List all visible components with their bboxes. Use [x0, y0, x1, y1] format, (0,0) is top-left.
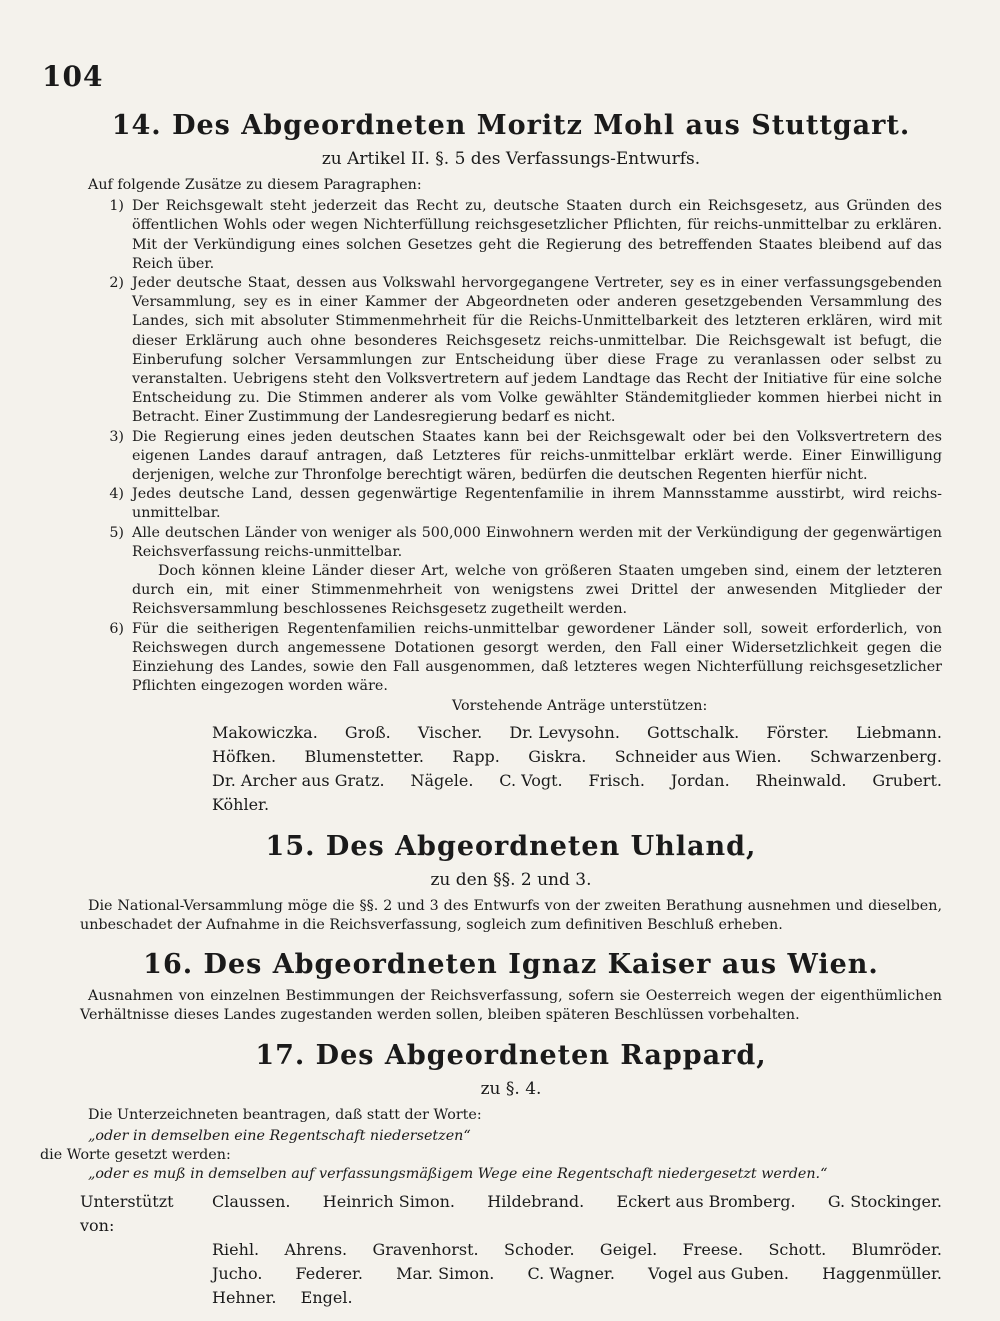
supporter-name: Mar. Simon.: [396, 1264, 495, 1284]
supporter-name: G. Stockinger.: [827, 1192, 942, 1212]
supporter-name: Rheinwald.: [755, 770, 847, 790]
supporter-name: Grubert.: [872, 770, 942, 790]
supporter-name: Federer.: [295, 1264, 364, 1284]
supporters-list: [80, 721, 942, 817]
section-14-intro: Auf folgende Zusätze zu diesem Paragraphen:: [88, 177, 422, 193]
supporters-line: [212, 721, 942, 745]
supporter-name: C. Vogt.: [499, 770, 563, 790]
item-number: 6): [109, 620, 124, 637]
supporter-name: Makowiczka.: [212, 722, 318, 742]
supporter-name: Gravenhorst.: [372, 1240, 479, 1260]
section-17-quote1: „oder in demselben eine Regentschaft niedersetzen“: [88, 1127, 471, 1144]
supporters-line: [212, 793, 942, 817]
section-17-line1: Die Unterzeichneten beantragen, daß statt der Worte:: [88, 1106, 482, 1123]
section-15-subtitle: zu den §§. 2 und 3.: [430, 869, 592, 890]
supporters-line: [212, 1286, 942, 1310]
list-item: [80, 485, 942, 523]
supporter-name: Heinrich Simon.: [322, 1192, 455, 1212]
item-number: 1): [109, 198, 124, 215]
supporter-name: Rapp.: [452, 746, 500, 766]
supporter-name: Geigel.: [599, 1240, 658, 1260]
supporter-name: Freese.: [682, 1240, 744, 1260]
supporters-line: [80, 1190, 942, 1238]
supporter-name: C. Wagner.: [527, 1264, 615, 1284]
supporters-line: [212, 745, 942, 769]
supporter-name: Eckert aus Bromberg.: [616, 1192, 796, 1212]
list-item: [80, 197, 942, 274]
supporter-name: Schoder.: [503, 1240, 575, 1260]
supporter-name: Jordan.: [670, 770, 730, 790]
supporter-name: Nägele.: [410, 770, 474, 790]
item-number: 4): [109, 486, 124, 503]
item-text: Für die seitherigen Regentenfamilien reichs-unmittelbar gewordener Länder soll, soweit erforderlich, von Reichswegen durch angemessene Dotationen gesorgt werden, den Fall einer Widersetzlichkeit gegen die Einziehung des Landes, sowie den Fall ausgenommen, daß letzteres wegen Nichterfüllung reichsgesetzlicher Pflichten eingezogen worden wäre.: [132, 620, 942, 695]
section-17-line2: die Worte gesetzt werden:: [40, 1146, 231, 1163]
list-item: [80, 620, 942, 697]
item-number: 5): [109, 524, 124, 541]
supporters-line: [212, 1238, 942, 1262]
item-5-continuation: [80, 562, 942, 620]
list-item: [80, 524, 942, 562]
supporter-name: Ahrens.: [284, 1240, 348, 1260]
supporter-name: Haggenmüller.: [822, 1264, 942, 1284]
supporter-name: Dr. Archer aus Gratz.: [212, 770, 385, 790]
supporter-name: Jucho.: [212, 1264, 263, 1284]
section-16-title: 16. Des Abgeordneten Ignaz Kaiser aus Wien.: [143, 949, 879, 981]
supporter-name: Claussen.: [212, 1192, 291, 1212]
supporter-name: Hildebrand.: [487, 1192, 585, 1212]
supporter-name: Schott.: [768, 1240, 827, 1260]
page-number: 104: [42, 60, 104, 93]
supporter-name: Liebmann.: [856, 722, 942, 742]
supporter-name: Vogel aus Guben.: [648, 1264, 789, 1284]
supporter-name: Hehner.: [212, 1288, 277, 1308]
list-item: [80, 274, 942, 428]
supporter-name: Förster.: [766, 722, 829, 742]
paragraph-text: Die National-Versammlung möge die §§. 2 und 3 des Entwurfs von der zweiten Berathung ausnehmen und dieselben, unbeschadet der Aufnahme in die Reichsverfassung, sogleich zum definitiven Beschluß erheben.: [80, 897, 942, 933]
section-16-text: [80, 987, 942, 1025]
supporter-name: Frisch.: [588, 770, 645, 790]
supporter-name: Köhler.: [212, 794, 270, 814]
supporter-name: Blumröder.: [851, 1240, 942, 1260]
supporter-name: Gottschalk.: [647, 722, 740, 742]
supporter-name: Schneider aus Wien.: [614, 746, 782, 766]
item-text: Doch können kleine Länder dieser Art, welche von größeren Staaten umgeben sind, einem der letzteren durch ein, mit einer Stimmenmehrheit von wenigstens zwei Drittel der anwesenden Mitglieder der Reichsversammlung beschlossenes Reichsgesetz zugetheilt werden.: [132, 563, 942, 618]
item-text: Alle deutschen Länder von weniger als 500,000 Einwohnern werden mit der Verkündigung der gegenwärtigen Reichsverfassung reichs-unmittelbar.: [132, 524, 942, 560]
item-text: Jeder deutsche Staat, dessen aus Volkswahl hervorgegangene Vertreter, sey es in einer verfassungsgebenden Versammlung, sey es in einer Kammer der Abgeordneten oder anderen gesetzgebenden Versammlung des Landes, sich mit absoluter Stimmenmehrheit für die Reichs-Unmittelbarkeit des letzteren erklären, wird mit dieser Erklärung auch ohne besonderes Reichsgesetz reichs-unmittelbar. Die Reichsgewalt ist befugt, die Einberufung solcher Versammlungen zur Entscheidung über diese Frage zu veranlassen oder selbst zu veranstalten. Uebrigens steht den Volksvertretern auf jedem Landtage das Recht der Initiative für eine solche Entscheidung zu. Die Stimmen anderer als vom Volke gewählter Ständemitglieder kommen hierbei nicht in Betracht. Einer Zustimmung der Landesregierung bedarf es nicht.: [132, 275, 942, 426]
support-intro: Vorstehende Anträge unterstützen:: [452, 698, 708, 715]
section-17-quote2: „oder es muß in demselben auf verfassungsmäßigem Wege eine Regentschaft niedergesetzt werden.“: [88, 1166, 828, 1183]
supporter-name: Riehl.: [212, 1240, 260, 1260]
support-label: Unterstützt von:: [80, 1192, 174, 1236]
section-14-subtitle: zu Artikel II. §. 5 des Verfassungs-Entwurfs.: [321, 149, 701, 169]
item-text: Jedes deutsche Land, dessen gegenwärtige Regentenfamilie in ihrem Mannsstamme ausstirbt, wird reichs-unmittelbar.: [132, 486, 942, 522]
supporter-name: Dr. Levysohn.: [509, 722, 620, 742]
section-14-title: 14. Des Abgeordneten Moritz Mohl aus Stuttgart.: [111, 110, 911, 141]
section-15-title: 15. Des Abgeordneten Uhland,: [265, 830, 757, 862]
paragraph-text: Ausnahmen von einzelnen Bestimmungen der Reichsverfassung, sofern sie Oesterreich wegen der eigenthümlichen Verhältnisse dieses Landes zugestanden werden sollen, bleiben späteren Beschlüssen vorbehalten.: [80, 988, 942, 1024]
list-item: [80, 428, 942, 486]
item-text: Die Regierung eines jeden deutschen Staates kann bei der Reichsgewalt oder bei den Volksvertretern des eigenen Landes darauf antragen, daß Letzteres für reichs-unmittelbar erklärt werde. Einer Einwilligung derjenigen, welche zur Thronfolge berechtigt wären, bedürfen die deutschen Regenten hierfür nicht.: [132, 428, 942, 484]
item-number: 3): [109, 428, 124, 445]
supporter-name: Engel.: [300, 1288, 353, 1308]
supporter-name: Schwarzenberg.: [809, 746, 942, 766]
supporter-name: Vischer.: [417, 722, 483, 742]
supporter-name: Höfken.: [212, 746, 277, 766]
supporter-name: Giskra.: [528, 746, 587, 766]
section-17-subtitle: zu §. 4.: [480, 1078, 542, 1099]
supporter-name: Groß.: [344, 722, 391, 742]
item-number: 2): [109, 275, 124, 292]
section-17-title: 17. Des Abgeordneten Rappard,: [255, 1039, 767, 1071]
supporters-list: [80, 1238, 942, 1310]
supporters-line: [212, 1262, 942, 1286]
section-15-text: [80, 897, 942, 935]
supporter-name: Blumenstetter.: [304, 746, 424, 766]
supporters-line: [212, 769, 942, 793]
page-content: [40, 108, 942, 1310]
item-text: Der Reichsgewalt steht jederzeit das Recht zu, deutsche Staaten durch ein Reichsgesetz, aus Gründen des öffentlichen Wohls oder wegen Nichterfüllung reichsgesetzlicher Pflichten, für reichs-unmittelbar zu erklären. Mit der Verkündigung eines solchen Gesetzes geht die Regierung des betreffenden Staates bleibend auf das Reich über.: [132, 198, 942, 272]
